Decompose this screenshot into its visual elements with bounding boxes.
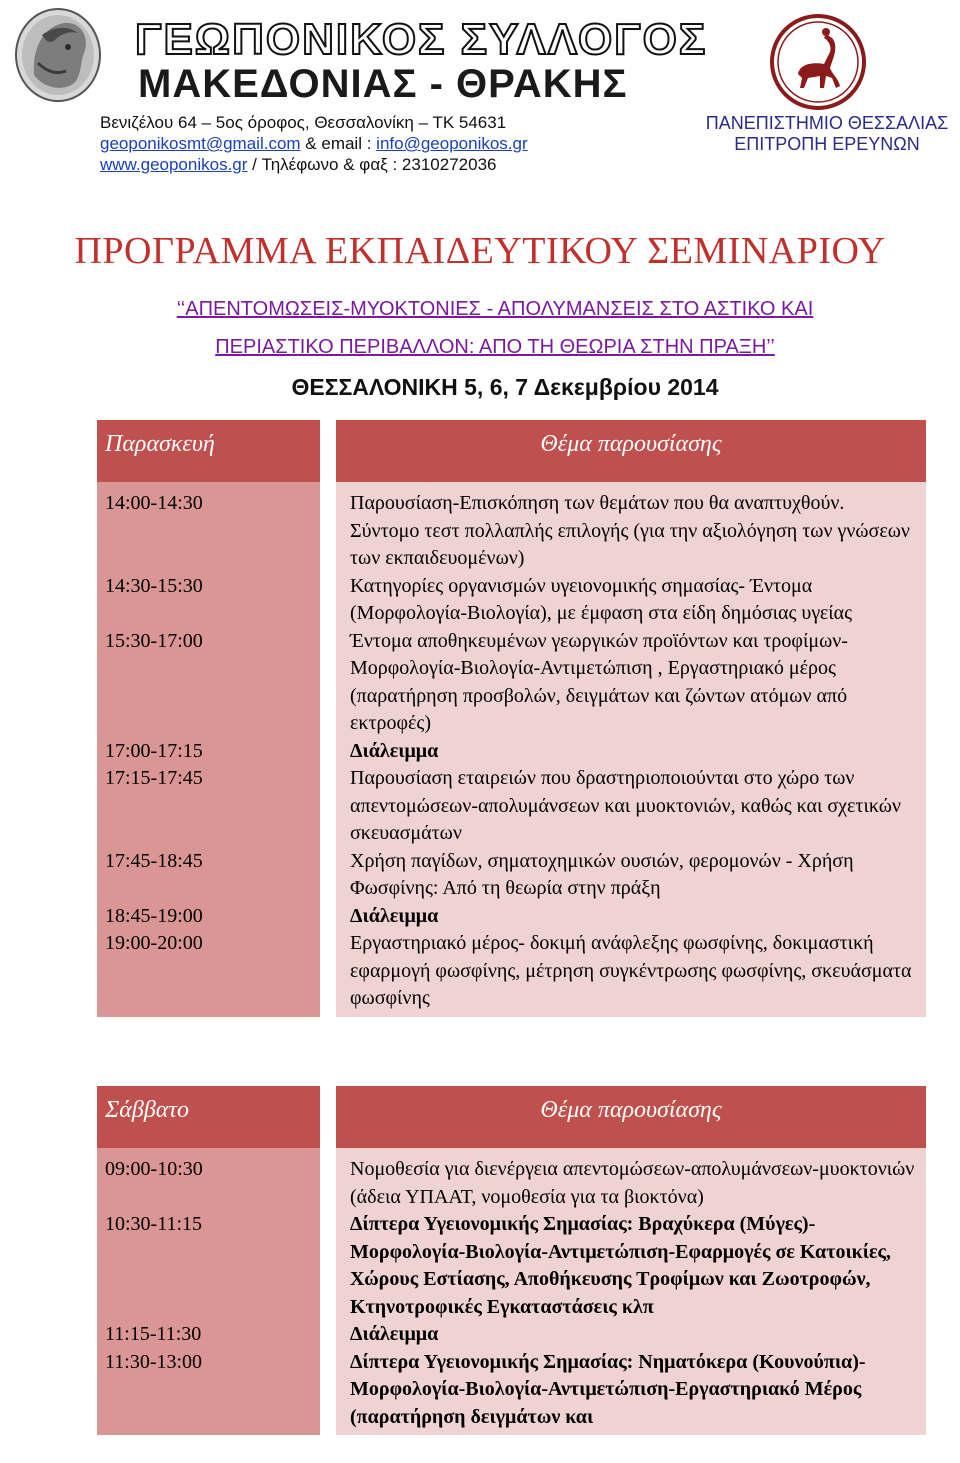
table-row xyxy=(97,1321,926,1349)
topic-cell: Έντομα αποθηκευμένων γεωργικών προϊόντων και τροφίμων- Μορφολογία-Βιολογία-Αντιμετώπιση , Εργαστηριακό μέρος (παρατήρηση προσβολών, δειγμάτων και ζώντων ατόμων από εκτροφές) xyxy=(328,628,926,738)
topic-cell: Δίπτερα Υγειονομικής Σημασίας: Βραχύκερα (Μύγες)- Μορφολογία-Βιολογία-Αντιμετώπιση-Εφαρμογές σε Κατοικίες, Χώρους Εστίασης, Αποθήκευσης Τροφίμων και Ζωοτροφών, Κτηνοτροφικές Εγκαταστάσεις κλπ xyxy=(328,1211,926,1321)
topic-header: Θέμα παρουσίασης xyxy=(328,420,926,482)
table-row xyxy=(97,573,926,628)
topic-cell: Παρουσίαση εταιρειών που δραστηριοποιούνται στο χώρο των απεντομώσεων-απολυμάνσεων και μυοκτονιών, καθώς και σχετικών σκευασμάτων xyxy=(328,765,926,848)
coin-logo xyxy=(12,5,104,105)
centaur-logo xyxy=(768,12,868,112)
table-row xyxy=(97,848,926,903)
topic-cell: Διάλειμμα xyxy=(328,738,926,766)
table-row xyxy=(97,628,926,738)
seminar-subtitle xyxy=(70,290,920,366)
address-line: Βενιζέλου 64 – 5ος όροφος, Θεσσαλονίκη – ΤΚ 54631 xyxy=(100,113,507,132)
time-cell: 19:00-20:00 xyxy=(97,930,328,1017)
day-header: Σάββατο xyxy=(97,1086,328,1148)
time-cell: 09:00-10:30 xyxy=(97,1148,328,1211)
table-row xyxy=(97,482,926,573)
topic-cell: Νομοθεσία για διενέργεια απεντομώσεων-απολυμάνσεων-μυοκτονιών (άδεια ΥΠΑΑΤ, νομοθεσία για τα βιοκτόνα) xyxy=(328,1148,926,1211)
phone-text: / Τηλέφωνο & φαξ : 2310272036 xyxy=(247,155,497,174)
table-header-row xyxy=(97,420,926,482)
page-title: ΠΡΟΓΡΑΜΜΑ ΕΚΠΑΙΔΕΥΤΙΚΟΥ ΣΕΜΙΝΑΡΙΟΥ xyxy=(74,230,886,272)
topic-cell: Εργαστηριακό μέρος- δοκιμή ανάφλεξης φωσφίνης, δοκιμαστική εφαρμογή φωσφίνης, μέτρηση συγκέντρωσης φωσφίνης, σκευάσματα φωσφίνης xyxy=(328,930,926,1017)
table-row xyxy=(97,1148,926,1211)
topic-cell: Κατηγορίες οργανισμών υγειονομικής σημασίας- Έντομα (Μορφολογία-Βιολογία), με έμφαση στα είδη δημόσιας υγείας xyxy=(328,573,926,628)
table-row xyxy=(97,765,926,848)
topic-cell: Διάλειμμα xyxy=(328,1321,926,1349)
time-cell: 17:00-17:15 xyxy=(97,738,328,766)
email-line xyxy=(100,133,528,154)
table-row xyxy=(97,930,926,1017)
email-secondary-link[interactable]: info@geoponikos.gr xyxy=(376,134,528,153)
table-row xyxy=(97,1211,926,1321)
time-cell: 17:15-17:45 xyxy=(97,765,328,848)
table-row xyxy=(97,738,926,766)
email-primary-link[interactable]: geoponikosmt@gmail.com xyxy=(100,134,301,153)
topic-cell: Παρουσίαση-Επισκόπηση των θεμάτων που θα αναπτυχθούν. Σύντομο τεστ πολλαπλής επιλογής (για την αξιολόγηση των γνώσεων των εκπαιδευομένων) xyxy=(328,482,926,573)
university-block xyxy=(694,113,960,155)
friday-schedule-table xyxy=(97,420,926,1017)
contact-block xyxy=(100,112,528,175)
time-cell: 14:30-15:30 xyxy=(97,573,328,628)
time-cell: 17:45-18:45 xyxy=(97,848,328,903)
web-phone-line xyxy=(100,154,528,175)
subtitle-line-2: ΠΕΡΙΑΣΤΙΚΟ ΠΕΡΙΒΑΛΛΟΝ: ΑΠΟ ΤΗ ΘΕΩΡΙΑ ΣΤΗΝ ΠΡΑΞΗ’’ xyxy=(215,336,775,358)
time-cell: 11:30-13:00 xyxy=(97,1349,328,1436)
email-separator: & email : xyxy=(300,134,377,153)
website-link[interactable]: www.geoponikos.gr xyxy=(100,155,248,174)
topic-header: Θέμα παρουσίασης xyxy=(328,1086,926,1148)
topic-cell: Δίπτερα Υγειονομικής Σημασίας: Νηματόκερα (Κουνούπια)- Μορφολογία-Βιολογία-Αντιμετώπιση-Εργαστηριακό Μέρος (παρατήρηση δειγμάτων και xyxy=(328,1349,926,1436)
saturday-schedule-table xyxy=(97,1086,926,1435)
day-header: Παρασκευή xyxy=(97,420,328,482)
table-header-row xyxy=(97,1086,926,1148)
time-cell: 15:30-17:00 xyxy=(97,628,328,738)
time-cell: 14:00-14:30 xyxy=(97,482,328,573)
society-subtitle: ΜΑΚΕΔΟΝΙΑΣ - ΘΡΑΚΗΣ xyxy=(138,62,628,106)
table-row xyxy=(97,903,926,931)
time-cell: 10:30-11:15 xyxy=(97,1211,328,1321)
city-date: ΘΕΣΣΑΛΟΝΙΚΗ 5, 6, 7 Δεκεμβρίου 2014 xyxy=(291,374,719,400)
university-name: ΠΑΝΕΠΙΣΤΗΜΙΟ ΘΕΣΣΑΛΙΑΣ xyxy=(705,113,949,133)
time-cell: 11:15-11:30 xyxy=(97,1321,328,1349)
topic-cell: Διάλειμμα xyxy=(328,903,926,931)
time-cell: 18:45-19:00 xyxy=(97,903,328,931)
society-title: ΓΕΩΠΟΝΙΚΟΣ ΣΥΛΛΟΓΟΣ xyxy=(135,15,708,64)
university-committee: ΕΠΙΤΡΟΠΗ ΕΡΕΥΝΩΝ xyxy=(734,134,920,154)
table-row xyxy=(97,1349,926,1436)
subtitle-line-1: ‘‘ΑΠΕΝΤΟΜΩΣΕΙΣ-ΜΥΟΚΤΟΝΙΕΣ - ΑΠΟΛΥΜΑΝΣΕΙΣ ΣΤΟ ΑΣΤΙΚΟ ΚΑΙ xyxy=(176,298,814,320)
topic-cell: Χρήση παγίδων, σηματοχημικών ουσιών, φερομονών - Χρήση Φωσφίνης: Από τη θεωρία στην πράξη xyxy=(328,848,926,903)
